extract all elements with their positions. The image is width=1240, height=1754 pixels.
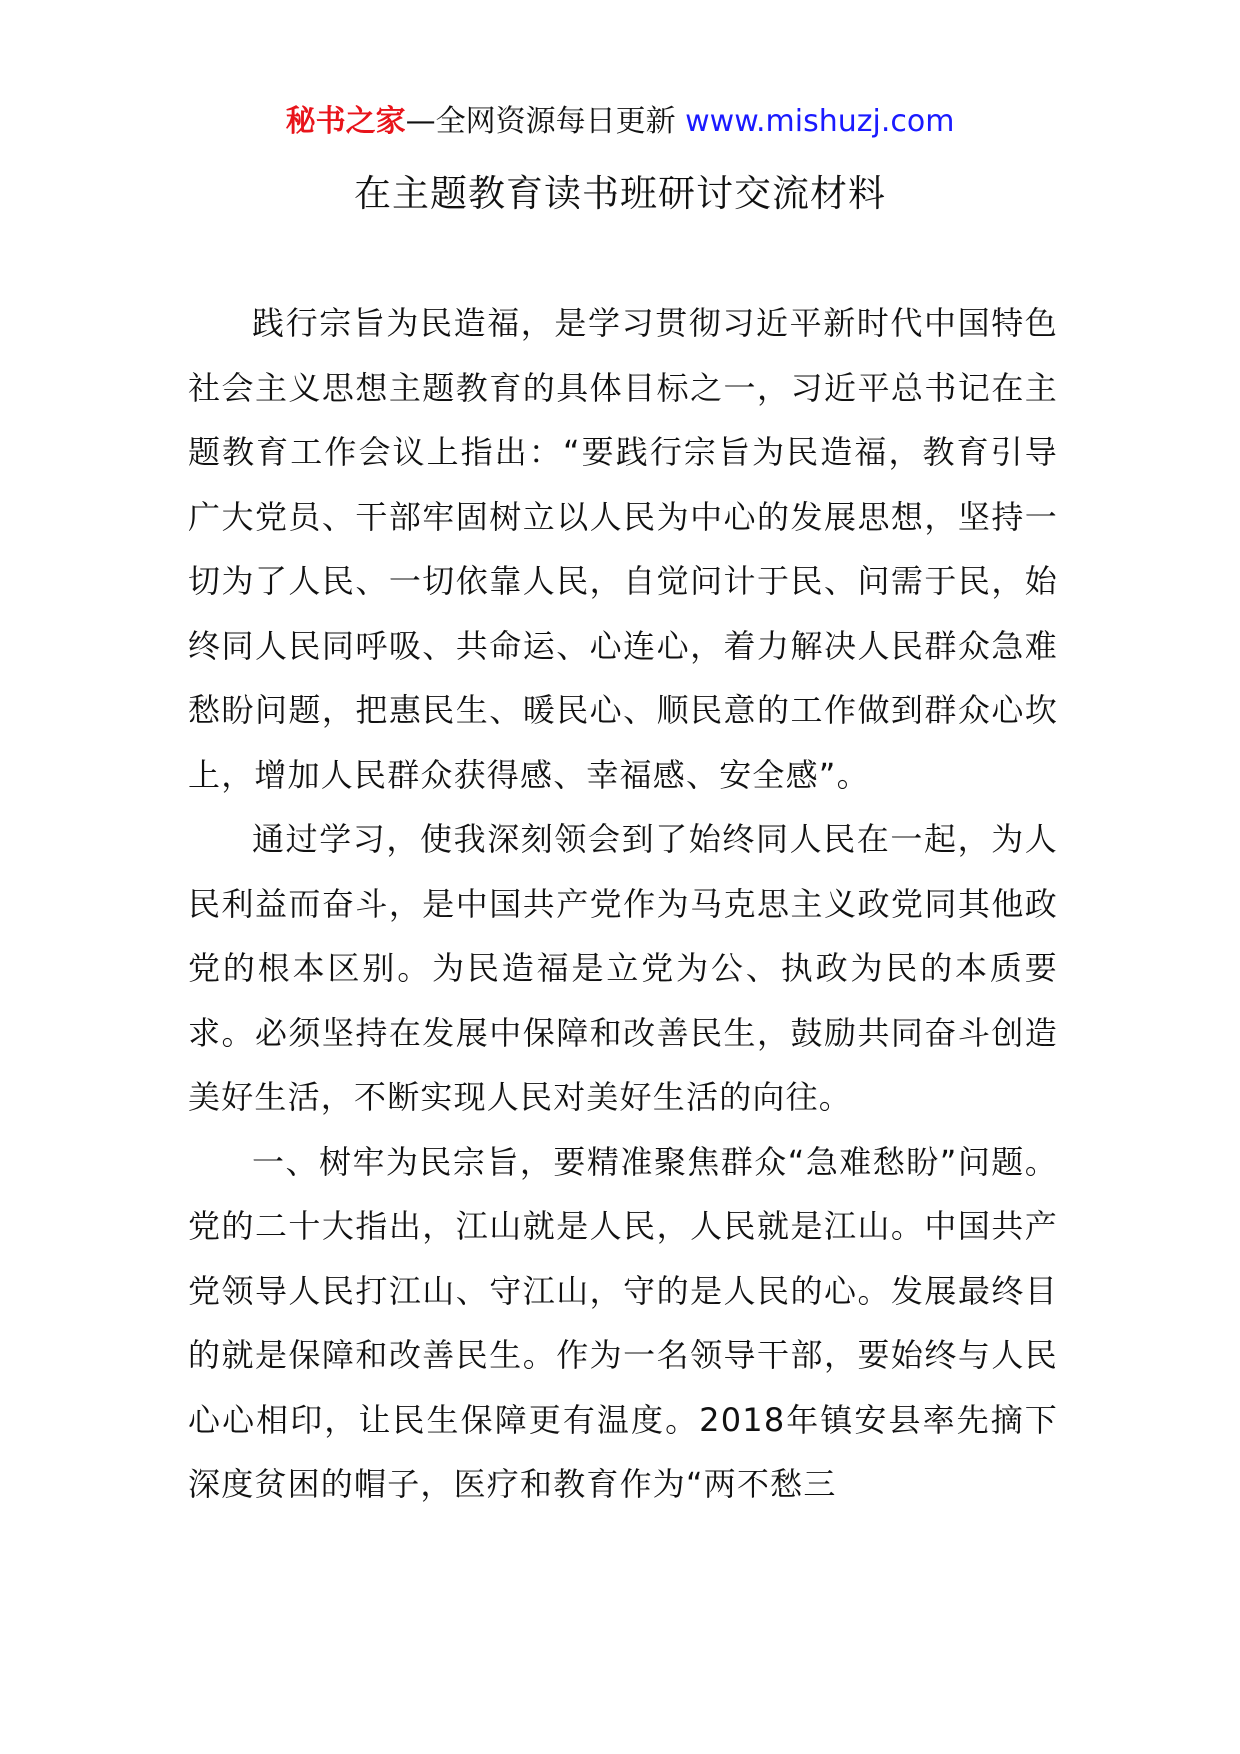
paragraph: 践行宗旨为民造福，是学习贯彻习近平新时代中国特色社会主义思想主题教育的具体目标之一，习近平总书记在主题教育工作会议上指出：“要践行宗旨为民造福，教育引导广大党员、干部牢固树立以人民为中心的发展思想，坚持一切为了人民、一切依靠人民，自觉问计于民、问需于民，始终同人民同呼吸、共命运、心连心，着力解决人民群众急难愁盼问题，把惠民生、暖民心、顺民意的工作做到群众心坎上，增加人民群众获得感、幸福感、安全感”。 bbox=[188, 304, 1058, 794]
site-url[interactable]: www.mishuzj.com bbox=[685, 104, 955, 139]
site-header bbox=[0, 100, 1240, 144]
paragraph: 通过学习，使我深刻领会到了始终同人民在一起，为人民利益而奋斗，是中国共产党作为马克思主义政党同其他政党的根本区别。为民造福是立党为公、执政为民的本质要求。必须坚持在发展中保障和改善民生，鼓励共同奋斗创造美好生活，不断实现人民对美好生活的向往。 bbox=[188, 820, 1058, 1116]
brand-name: 秘书之家 bbox=[285, 104, 406, 139]
paragraph: 一、树牢为民宗旨，要精准聚焦群众“急难愁盼”问题。党的二十大指出，江山就是人民，人民就是江山。中国共产党领导人民打江山、守江山，守的是人民的心。发展最终目的就是保障和改善民生。作为一名领导干部，要始终与人民心心相印，让民生保障更有温度。2018年镇安县率先摘下深度贫困的帽子，医疗和教育作为“两不愁三 bbox=[188, 1142, 1058, 1503]
document-body bbox=[188, 291, 1058, 1517]
site-tagline: —全网资源每日更新 bbox=[405, 104, 686, 139]
document-title: 在主题教育读书班研讨交流材料 bbox=[354, 172, 886, 215]
